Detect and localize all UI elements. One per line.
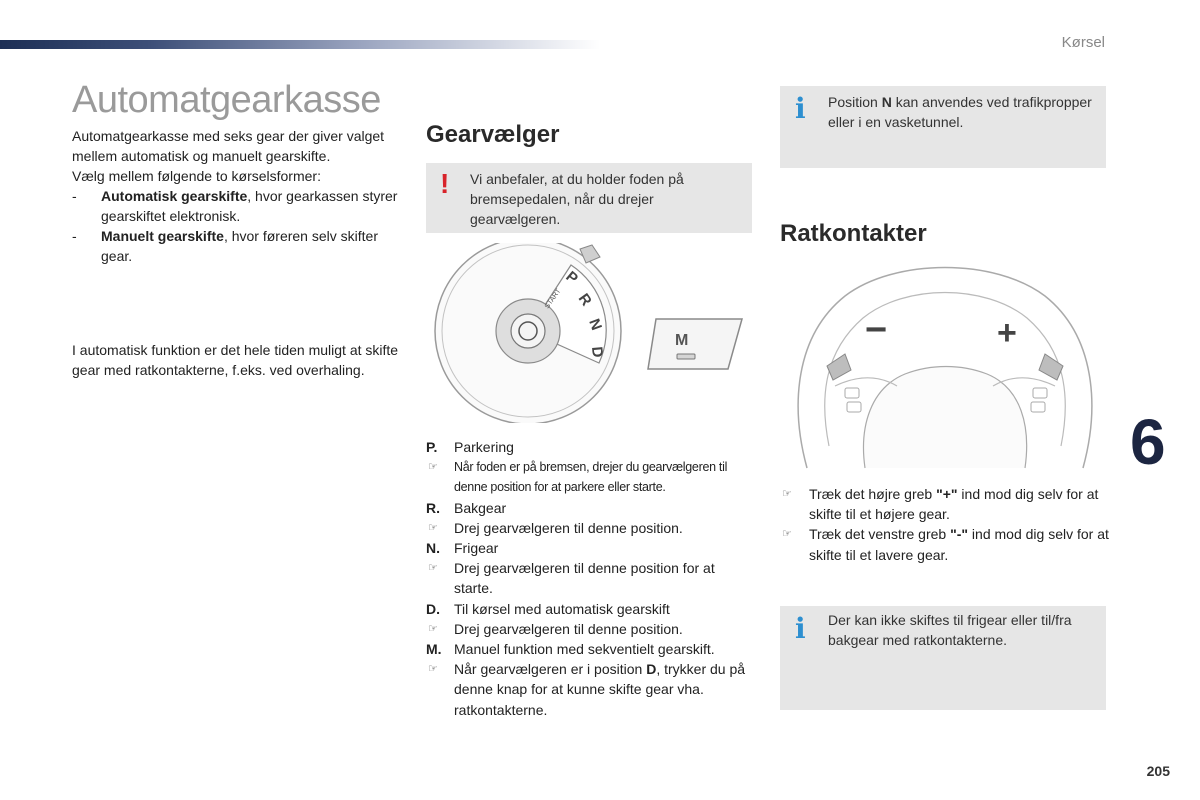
info-icon: i: [795, 612, 806, 645]
instruction-text: ind mod dig selv for at skifte til et højere gear.: [809, 486, 1099, 523]
gear-instruction: Drej gearvælgeren til denne position.: [454, 519, 683, 536]
gear-instruction: Når gearvælgeren er i position: [454, 661, 647, 678]
gear-instruction: , trykker du på denne knap for at kunne skifte gear vha. ratkontakterne.: [454, 661, 746, 718]
gear-label: Til kørsel med automatisk gearskift: [454, 600, 670, 617]
info-box-paddles: [780, 606, 1106, 710]
warning-box: [426, 163, 752, 233]
pointer-icon: ☞: [428, 461, 438, 474]
instruction-text: Træk det højre greb: [809, 486, 937, 502]
mode-item: [72, 226, 402, 266]
instruction-text: ind mod dig selv for at skifte til et lavere gear.: [809, 526, 1109, 563]
dash-marker: -: [72, 188, 77, 204]
info-text-part: Position: [828, 94, 882, 110]
gear-instruction: Drej gearvælgeren til denne position for at starte.: [454, 560, 715, 597]
gear-instruction: Drej gearvælgeren til denne position.: [454, 620, 683, 637]
mode-name: Manuelt gearskifte: [101, 228, 224, 244]
minus-label: −: [865, 309, 888, 351]
choose-text: Vælg mellem følgende to kørselsformer:: [72, 168, 321, 184]
gear-item-p: [426, 437, 756, 457]
gear-instruction-bold: D: [646, 661, 657, 678]
gear-key: R.: [426, 499, 440, 516]
mode-description: , hvor gearkassen styrer gearskiftet elektronisk.: [101, 188, 398, 224]
section-name: Kørsel: [1061, 34, 1105, 51]
gear-bullet: [426, 558, 756, 598]
gear-label: Bakgear: [454, 499, 507, 516]
instruction-bold: "+": [936, 486, 958, 502]
steering-wheel-illustration: [785, 256, 1105, 476]
paddle-instructions: [780, 484, 1110, 565]
gear-item-n: [426, 538, 756, 558]
gear-label: Manuel funktion med sekventielt gearskift.: [454, 641, 715, 658]
gear-item-m: [426, 639, 756, 659]
gear-label: Parkering: [454, 439, 514, 455]
plus-label: +: [997, 314, 1017, 352]
pointer-icon: ☞: [782, 488, 792, 500]
dial-start-label: START: [543, 287, 563, 311]
paddle-instruction: [780, 524, 1110, 564]
gear-instruction: Når foden er på bremsen, drejer du gearvælgeren til denne position for at parkere eller starte.: [454, 460, 728, 495]
pointer-icon: ☞: [428, 521, 438, 534]
gear-key: N.: [426, 540, 440, 557]
gearvaelger-column: [426, 115, 752, 718]
intro-column: [72, 78, 402, 380]
dial-letter-d: D: [588, 345, 606, 359]
instruction-text: Træk det venstre greb: [809, 526, 951, 543]
gear-key: D.: [426, 600, 440, 617]
m-button-label: M: [675, 332, 689, 349]
gear-bullet: [426, 457, 756, 497]
paddle-instruction: [780, 484, 1110, 524]
gear-item-r: [426, 498, 756, 518]
mode-item: [72, 186, 402, 226]
mode-list: [72, 186, 402, 266]
pointer-icon: ☞: [428, 663, 438, 676]
dial-letter-n: N: [585, 316, 605, 333]
dash-marker: -: [72, 228, 77, 244]
auto-note: I automatisk funktion er det hele tiden muligt at skifte gear med ratkontakterne, f.eks. ved overhaling.: [72, 342, 399, 378]
info-text: [828, 92, 1100, 132]
pointer-icon: ☞: [428, 562, 438, 575]
gear-bullet: [426, 619, 756, 639]
chapter-number: 6: [1130, 406, 1166, 478]
gear-key: P.: [426, 439, 438, 455]
intro-text: Automatgearkasse med seks gear der giver valget mellem automatisk og manuelt gearskifte.: [72, 128, 385, 164]
page-title: Automatgearkasse: [72, 79, 381, 121]
info-text: Der kan ikke skiftes til frigear eller til/fra bakgear med ratkontakterne.: [828, 612, 1072, 648]
info-text-bold: N: [881, 94, 892, 110]
info-text-part: kan anvendes ved trafikpropper eller i en vasketunnel.: [828, 94, 1092, 130]
warning-text: Vi anbefaler, at du holder foden på bremsepedalen, når du drejer gearvælgeren.: [470, 171, 684, 227]
warning-icon: !: [440, 168, 450, 199]
section-title-ratkontakter: Ratkontakter: [780, 220, 927, 247]
dial-letter-r: R: [574, 290, 595, 310]
gear-bullet: [426, 659, 756, 720]
mode-name: Automatisk gearskifte: [101, 188, 248, 204]
dial-letter-p: P: [562, 268, 582, 288]
pointer-icon: ☞: [428, 622, 438, 635]
page-number: 205: [1146, 763, 1170, 779]
gear-key: M.: [426, 641, 442, 658]
info-icon: i: [795, 92, 806, 125]
info-box-neutral: [780, 86, 1106, 168]
gear-label: Frigear: [454, 540, 499, 557]
ratkontakter-column: [780, 86, 1109, 648]
instruction-bold: "-": [950, 526, 969, 543]
header-bar: [0, 40, 600, 49]
gear-position-list: [426, 437, 756, 720]
gear-selector-illustration: [434, 243, 754, 423]
gear-bullet: [426, 518, 756, 538]
section-title-gearvaelger: Gearvælger: [426, 121, 560, 148]
pointer-icon: ☞: [782, 528, 792, 541]
mode-description: , hvor føreren selv skifter gear.: [101, 228, 378, 264]
gear-item-d: [426, 599, 756, 619]
